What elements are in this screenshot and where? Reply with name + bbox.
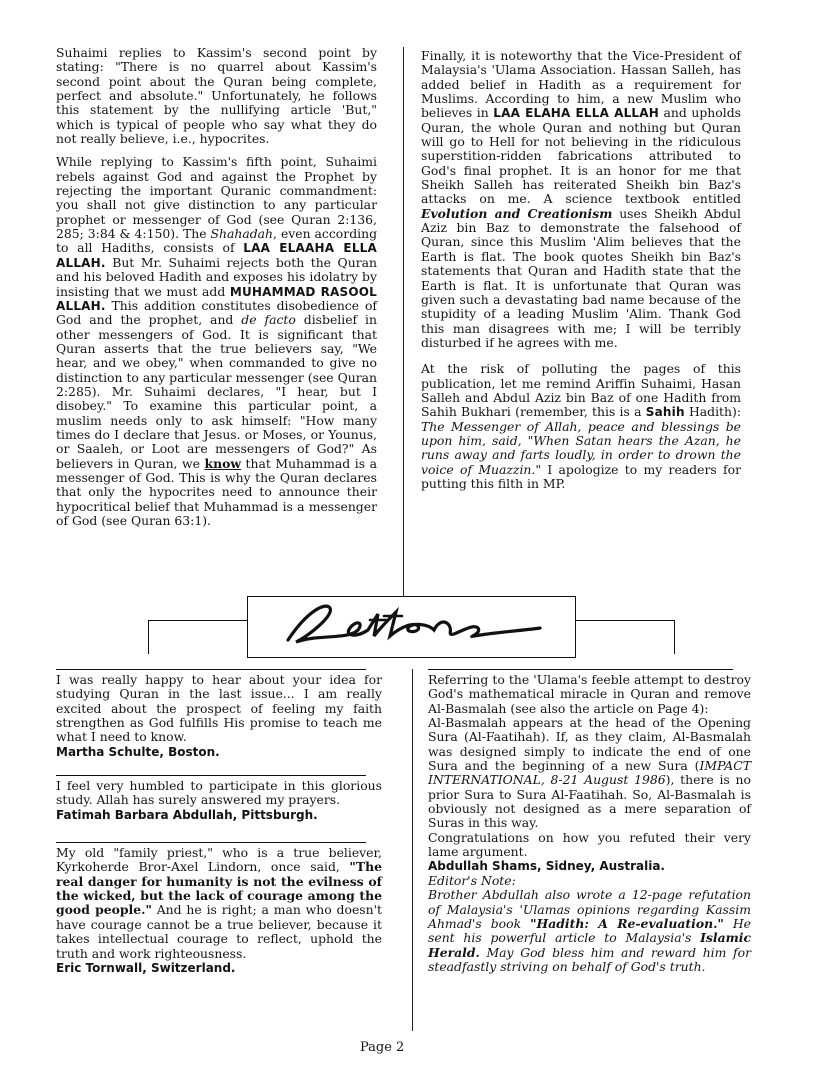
letters-column-left <box>56 669 382 986</box>
letters-column-right <box>428 669 751 974</box>
letter-item <box>56 842 382 975</box>
added-phrase: MUHAMMAD RASOOL ALLAH. <box>56 284 377 313</box>
letter-signature: Fatimah Barbara Abdullah, Pittsburgh. <box>56 807 318 822</box>
note-text: Brother Abdullah also wrote a 12-page refutation of Malaysia's 'Ulamas opinions regarding Kassim Ahmad's book <box>428 887 751 931</box>
heading-title: Letters <box>413 630 417 631</box>
paragraph-text: Suhaimi replies to Kassim's second point by stating: "There is no quarrel about Kassim's second point about the Quran being complete, perfect and absolute." Unfortunately, he follows this statement by the nullifying article 'But," which is typical of people who say what they do not really believe, i.e., hypocrites. <box>56 45 377 147</box>
book-title: Evolution and Creationism <box>421 205 613 221</box>
column-divider <box>403 47 404 596</box>
paragraph <box>421 362 741 491</box>
paragraph-text: disbelief in other messengers of God. It is significant that Quran asserts that the true believers say, "We hear, and we obey," when commanded to give no distinction to any particular messenger (see Quran 2:285). Mr. Suhaimi declares, "I hear, but I disobey." To examine this particular point, a muslim needs only to ask himself: "How many times do I declare that Jesus. or Moses, or Younus, or Saaleh, or Loot are messengers of God?" As believers in Quran, we <box>56 312 377 471</box>
letter-body: I was really happy to hear about your idea for studying Quran in the last issue... I am really excited about the prospect of feeling my faith strengthen as God fulfills His promise to teach me what I need to know. <box>56 672 382 745</box>
term-shahadah: Shahadah <box>210 226 274 242</box>
paragraph-text: that Muhammad is a messenger of God. This is why the Quran declares that only the hypocrites need to announce their hypocritical belief that Muhammad is a messenger of God (see Quran 63:1). <box>56 455 377 528</box>
hadith-quote: The Messenger of Allah, peace and blessings be upon him, said, "When Satan hears the Azan, he runs away and farts loudly, in order to drown the voice of Muazzin." <box>421 418 741 477</box>
paragraph-text: But Mr. Suhaimi rejects both the Quran and his beloved Hadith and exposes his idolatry by insisting that we must add <box>56 254 377 299</box>
letter-body <box>56 846 382 961</box>
letter-body: Congratulations on how you refuted their very lame argument. <box>428 829 751 860</box>
heading-bracket-right <box>674 620 675 654</box>
paragraph-text: This addition constitutes disobedience of God and the prophet, and <box>56 297 377 328</box>
letter-divider <box>428 669 733 670</box>
letter-quote: "The real danger for humanity is not the evilness of the wicked, but the lack of courage among the good people." <box>56 859 382 918</box>
paragraph <box>421 49 741 350</box>
paragraph-text: , even according to all Hadiths, consists of <box>56 226 377 256</box>
letter-text: Al-Basmalah appears at the head of the Opening Sura (Al-Faatihah). If, as they claim, Al-Basmalah was designed simply to indicate the end of one Sura and the beginning of a new Sura ( <box>428 715 751 774</box>
paragraph-text: uses Sheikh Abdul Aziz bin Baz to demonstrate the falsehood of Quran, since this Muslim 'Alim believes that the Earth is flat. The book quotes Sheikh bin Baz's statements that Quran and Hadith state that the Earth is flat. It is unfortunate that Quran was given such a devastating bad name because of the stupidity of a leading Muslim 'Alim. Thank God this man disagrees with me; I will be terribly disturbed if he agrees with me. <box>421 205 741 350</box>
letter-body <box>428 716 751 831</box>
heading-bracket-left <box>148 620 149 654</box>
letter-body: I feel very humbled to participate in this glorious study. Allah has surely answered my prayers. <box>56 778 382 808</box>
note-text: He sent his powerful article to Malaysia's <box>428 915 751 946</box>
letter-signature: Abdullah Shams, Sidney, Australia. <box>428 859 665 874</box>
paragraph-text: Hadith): <box>684 404 741 420</box>
citation: IMPACT INTERNATIONAL, 8-21 August 1986 <box>428 758 751 788</box>
letter-signature: Eric Tornwall, Switzerland. <box>56 960 236 975</box>
letters-script-logo <box>278 600 548 652</box>
paragraph-text: I apologize to my readers for putting this filth in MP. <box>421 461 741 491</box>
letter-divider <box>56 842 366 843</box>
letter-text: ), there is no prior Sura to Sura Al-Faatihah. So, Al-Basmalah is obviously not designed as a mere separation of Suras in this way. <box>428 772 751 831</box>
letter-divider <box>56 775 366 776</box>
letters-heading <box>148 596 675 658</box>
article-column-left <box>56 46 377 537</box>
article-column-right <box>421 49 741 500</box>
page-number: Page 2 <box>360 1040 405 1055</box>
term-sahih: Sahih <box>645 405 685 420</box>
letter-body: Referring to the 'Ulama's feeble attempt to destroy God's mathematical miracle in Quran and remove Al-Basmalah (see also the article on Page 4): <box>428 672 751 716</box>
emphasis-know: know <box>204 455 242 471</box>
publication-title: Islamic Herald. <box>428 930 751 960</box>
paragraph-text: Finally, it is noteworthy that the Vice-President of Malaysia's 'Ulama Association. Hassan Salleh, has added belief in Hadith as a requirement for Muslims. According to him, a new Muslim who believes in <box>421 48 741 121</box>
creed-phrase: LAA ELAHA ELLA ALLAH <box>493 106 659 121</box>
letter-item <box>56 669 382 759</box>
creed-phrase: LAA ELAAHA ELLA ALLAH. <box>56 241 377 270</box>
column-divider <box>412 669 413 1031</box>
paragraph-text: and upholds Quran, the whole Quran and nothing but Quran will go to Hell for not believing in the ridiculous superstition-ridden fabrications attributed to God's final prophet. It is an honor for me that Sheikh Salleh has reiterated Sheikh bin Baz's attacks on me. A science textbook entitled <box>421 105 741 207</box>
letter-item <box>56 775 382 822</box>
letter-text: My old "family priest," who is a true believer, Kyrkoherde Bror-Axel Lindorn, once said, <box>56 845 382 875</box>
paragraph-text: While replying to Kassim's fifth point, Suhaimi rebels against God and against the Prophet by rejecting the important Quranic commandment: you shall not give distinction to any particular prophet or messenger of God (see Quran 2:136, 285; 3:84 & 4:150). The <box>56 154 377 242</box>
editor-note <box>428 888 751 974</box>
letter-signature: Martha Schulte, Boston. <box>56 744 220 759</box>
term-de-facto: de facto <box>241 312 296 328</box>
paragraph-text: At the risk of polluting the pages of this publication, let me remind Ariffin Suhaimi, Hasan Salleh and Abdul Aziz bin Baz of one Hadith from Sahih Bukhari (remember, this is a <box>421 361 741 420</box>
editor-note-label: Editor's Note: <box>428 872 516 888</box>
book-title: "Hadith: A Re-evaluation." <box>530 915 724 931</box>
note-text: May God bless him and reward him for steadfastly striving on behalf of God's truth. <box>428 944 751 974</box>
paragraph <box>56 155 377 528</box>
letter-divider <box>56 669 366 670</box>
letter-text: And he is right; a man who doesn't have courage cannot be a true believer, because it takes intellectual courage to reflect, uphold the truth and work righteousness. <box>56 902 382 961</box>
paragraph <box>56 46 377 146</box>
